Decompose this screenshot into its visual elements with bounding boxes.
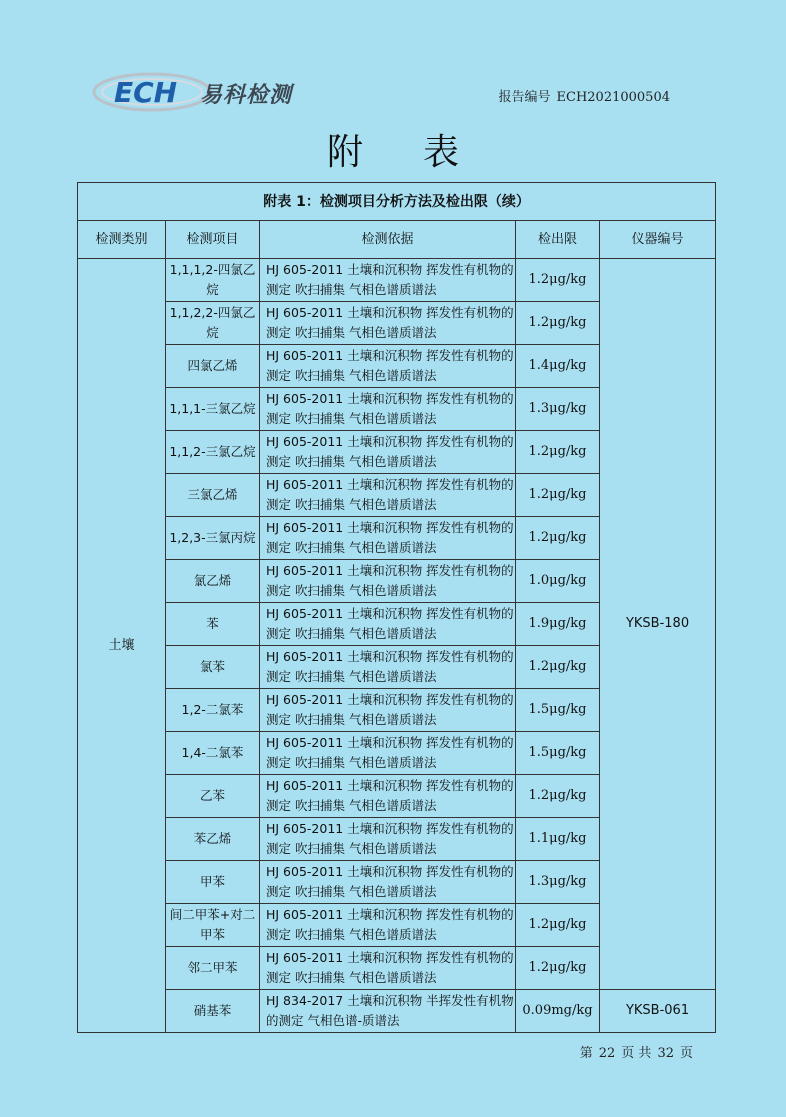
category-cell: 土壤 — [78, 259, 166, 1033]
logo-mark: ECH — [114, 76, 178, 109]
item-cell: 硝基苯 — [166, 990, 260, 1033]
basis-cell: HJ 605-2011 土壤和沉积物 挥发性有机物的测定 吹扫捕集 气相色谱质谱法 — [260, 775, 516, 818]
column-header-item: 检测项目 — [166, 221, 260, 259]
limit-cell: 0.09mg/kg — [516, 990, 600, 1033]
report-number-label: 报告编号 — [498, 90, 551, 105]
table-row — [78, 990, 716, 1033]
item-cell: 乙苯 — [166, 775, 260, 818]
basis-cell: HJ 605-2011 土壤和沉积物 挥发性有机物的测定 吹扫捕集 气相色谱质谱法 — [260, 560, 516, 603]
limit-cell: 1.5μg/kg — [516, 732, 600, 775]
limit-cell: 1.0μg/kg — [516, 560, 600, 603]
table-row — [78, 259, 716, 302]
item-cell: 甲苯 — [166, 861, 260, 904]
limit-cell: 1.2μg/kg — [516, 904, 600, 947]
column-header-basis: 检测依据 — [260, 221, 516, 259]
page-title: 附表 — [326, 132, 519, 173]
limit-cell: 1.2μg/kg — [516, 947, 600, 990]
basis-cell: HJ 605-2011 土壤和沉积物 挥发性有机物的测定 吹扫捕集 气相色谱质谱法 — [260, 517, 516, 560]
basis-cell: HJ 605-2011 土壤和沉积物 挥发性有机物的测定 吹扫捕集 气相色谱质谱法 — [260, 689, 516, 732]
limit-cell: 1.2μg/kg — [516, 302, 600, 345]
item-cell: 苯 — [166, 603, 260, 646]
basis-cell: HJ 605-2011 土壤和沉积物 挥发性有机物的测定 吹扫捕集 气相色谱质谱法 — [260, 947, 516, 990]
item-cell: 苯乙烯 — [166, 818, 260, 861]
item-cell: 1,1,1-三氯乙烷 — [166, 388, 260, 431]
item-cell: 邻二甲苯 — [166, 947, 260, 990]
report-number-value: ECH2021000504 — [556, 90, 670, 105]
basis-cell: HJ 605-2011 土壤和沉积物 挥发性有机物的测定 吹扫捕集 气相色谱质谱法 — [260, 474, 516, 517]
instrument-cell: YKSB-180 — [600, 259, 716, 990]
basis-cell: HJ 605-2011 土壤和沉积物 挥发性有机物的测定 吹扫捕集 气相色谱质谱法 — [260, 603, 516, 646]
footer-page-number: 22 — [598, 1046, 616, 1061]
page-footer — [0, 1042, 786, 1061]
item-cell: 1,2,3-三氯丙烷 — [166, 517, 260, 560]
limit-cell: 1.4μg/kg — [516, 345, 600, 388]
detection-methods-table — [77, 182, 716, 1033]
item-cell: 间二甲苯+对二甲苯 — [166, 904, 260, 947]
basis-cell: HJ 605-2011 土壤和沉积物 挥发性有机物的测定 吹扫捕集 气相色谱质谱法 — [260, 259, 516, 302]
limit-cell: 1.2μg/kg — [516, 474, 600, 517]
limit-cell: 1.2μg/kg — [516, 775, 600, 818]
table-header-row — [78, 221, 716, 259]
basis-cell: HJ 605-2011 土壤和沉积物 挥发性有机物的测定 吹扫捕集 气相色谱质谱法 — [260, 861, 516, 904]
footer-prefix: 第 — [579, 1046, 593, 1061]
footer-suffix: 页 — [679, 1046, 693, 1061]
column-header-limit: 检出限 — [516, 221, 600, 259]
item-cell: 1,1,2-三氯乙烷 — [166, 431, 260, 474]
limit-cell: 1.2μg/kg — [516, 259, 600, 302]
column-header-category: 检测类别 — [78, 221, 166, 259]
instrument-cell: YKSB-061 — [600, 990, 716, 1033]
limit-cell: 1.2μg/kg — [516, 431, 600, 474]
limit-cell: 1.1μg/kg — [516, 818, 600, 861]
item-cell: 三氯乙烯 — [166, 474, 260, 517]
basis-cell: HJ 605-2011 土壤和沉积物 挥发性有机物的测定 吹扫捕集 气相色谱质谱法 — [260, 818, 516, 861]
limit-cell: 1.2μg/kg — [516, 517, 600, 560]
report-number — [493, 86, 671, 105]
limit-cell: 1.9μg/kg — [516, 603, 600, 646]
column-header-instrument: 仪器编号 — [600, 221, 716, 259]
limit-cell: 1.5μg/kg — [516, 689, 600, 732]
basis-cell: HJ 605-2011 土壤和沉积物 挥发性有机物的测定 吹扫捕集 气相色谱质谱法 — [260, 388, 516, 431]
basis-cell: HJ 605-2011 土壤和沉积物 挥发性有机物的测定 吹扫捕集 气相色谱质谱法 — [260, 302, 516, 345]
basis-cell: HJ 605-2011 土壤和沉积物 挥发性有机物的测定 吹扫捕集 气相色谱质谱法 — [260, 646, 516, 689]
item-cell: 四氯乙烯 — [166, 345, 260, 388]
limit-cell: 1.2μg/kg — [516, 646, 600, 689]
item-cell: 1,1,2,2-四氯乙烷 — [166, 302, 260, 345]
basis-cell: HJ 605-2011 土壤和沉积物 挥发性有机物的测定 吹扫捕集 气相色谱质谱法 — [260, 345, 516, 388]
limit-cell: 1.3μg/kg — [516, 861, 600, 904]
item-cell: 1,1,1,2-四氯乙烷 — [166, 259, 260, 302]
logo-company-name: 易科检测 — [200, 83, 293, 108]
table-caption: 附表 1：检测项目分析方法及检出限（续） — [78, 183, 716, 221]
item-cell: 1,4-二氯苯 — [166, 732, 260, 775]
basis-cell: HJ 605-2011 土壤和沉积物 挥发性有机物的测定 吹扫捕集 气相色谱质谱法 — [260, 732, 516, 775]
limit-cell: 1.3μg/kg — [516, 388, 600, 431]
item-cell: 1,2-二氯苯 — [166, 689, 260, 732]
item-cell: 氯苯 — [166, 646, 260, 689]
basis-cell: HJ 605-2011 土壤和沉积物 挥发性有机物的测定 吹扫捕集 气相色谱质谱法 — [260, 904, 516, 947]
footer-total-pages: 32 — [657, 1046, 674, 1061]
item-cell: 氯乙烯 — [166, 560, 260, 603]
basis-cell: HJ 834-2017 土壤和沉积物 半挥发性有机物的测定 气相色谱-质谱法 — [260, 990, 516, 1033]
footer-mid: 页 共 — [621, 1046, 652, 1061]
basis-cell: HJ 605-2011 土壤和沉积物 挥发性有机物的测定 吹扫捕集 气相色谱质谱法 — [260, 431, 516, 474]
